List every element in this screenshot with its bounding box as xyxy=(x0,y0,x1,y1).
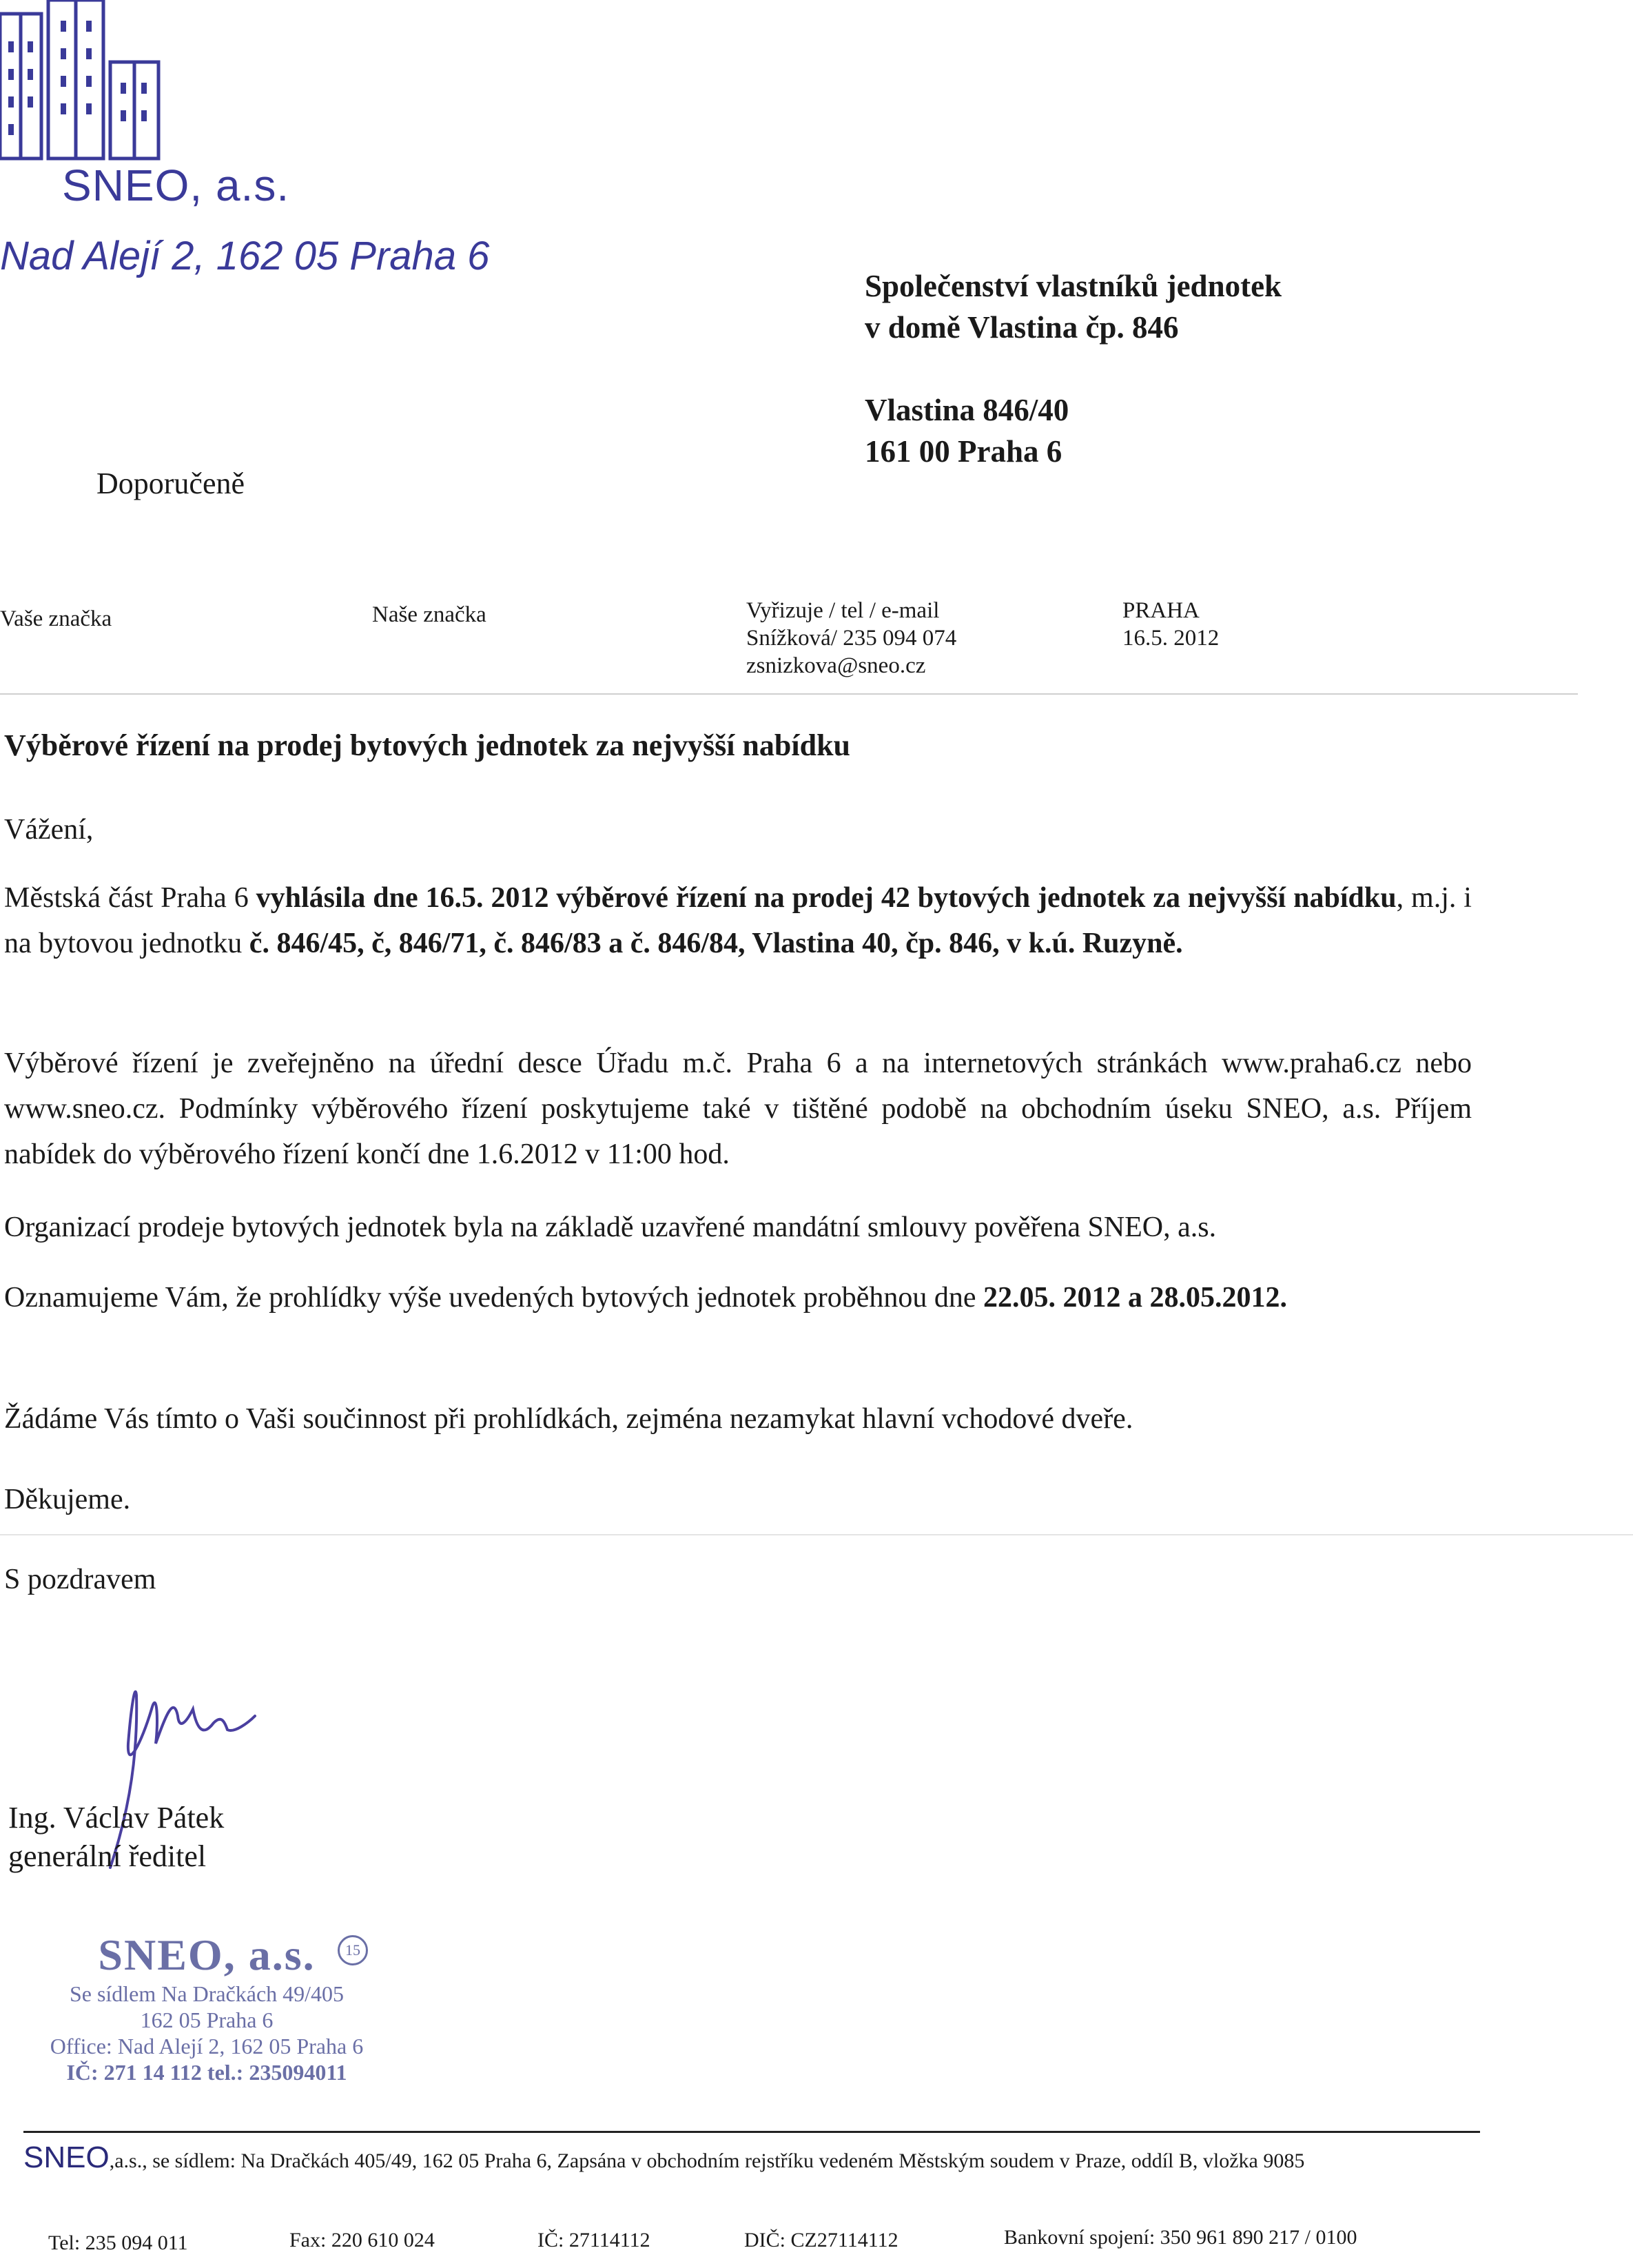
sneo-logo-icon xyxy=(0,0,207,165)
sender-address: Nad Alejí 2, 162 05 Praha 6 xyxy=(0,234,490,278)
thanks: Děkujeme. xyxy=(4,1484,131,1515)
contact-line: Snížková/ 235 094 074 xyxy=(746,626,957,651)
contact-email: zsnizkova@sneo.cz xyxy=(746,653,926,678)
place-date-block xyxy=(1122,597,1219,652)
footer-bank: Bankovní spojení: 350 961 890 217 / 0100 xyxy=(1004,2226,1357,2249)
letter-date: 16.5. 2012 xyxy=(1122,626,1220,651)
logo-company-name: SNEO, a.s. xyxy=(62,161,290,210)
p1-c: , m.j. i na bytovou jednotku xyxy=(4,882,1472,959)
paragraph-5 xyxy=(4,1396,1472,1442)
subject: Výběrové řízení na prodej bytových jednotek za nejvyšší nabídku xyxy=(4,728,851,762)
signatory-name: Ing. Václav Pátek xyxy=(8,1801,225,1835)
p4-a: Oznamujeme Vám, že prohlídky výše uvedených bytových jednotek proběhnou dne xyxy=(4,1282,984,1314)
our-ref-label: Naše značka xyxy=(372,602,486,627)
p5-text: Žádáme Vás tímto o Vaši součinnost při prohlídkách, zejména nezamykat hlavní vchodové dveře. xyxy=(4,1403,1133,1435)
contact-label: Vyřizuje / tel / e-mail xyxy=(746,598,940,623)
closing: S pozdravem xyxy=(4,1564,156,1595)
p1-a: Městská část Praha 6 xyxy=(4,882,256,914)
footer-logo: SNEO xyxy=(23,2141,110,2174)
p4-b: 22.05. 2012 a 28.05.2012. xyxy=(983,1282,1288,1314)
divider-2 xyxy=(0,1534,1633,1535)
paragraph-2 xyxy=(4,1041,1472,1177)
footer-tel: Tel: 235 094 011 xyxy=(48,2231,188,2254)
salutation: Vážení, xyxy=(4,814,94,846)
recipient-line1: Společenství vlastníků jednotek xyxy=(865,269,1282,303)
your-ref-label: Vaše značka xyxy=(0,606,112,631)
stamp-line4: IČ: 271 14 112 tel.: 235094011 xyxy=(66,2060,347,2085)
stamp-mark: 15 xyxy=(338,1935,368,1965)
footer-fax: Fax: 220 610 024 xyxy=(289,2229,435,2251)
place: PRAHA xyxy=(1122,598,1200,623)
footer-ic: IČ: 27114112 xyxy=(537,2229,650,2251)
stamp-line1: Se sídlem Na Dračkách 49/405 xyxy=(69,1981,345,2006)
p1-b: vyhlásila dne 16.5. 2012 výběrové řízení na prodej 42 bytových jednotek za nejvyšší nabídku xyxy=(256,882,1397,914)
p3-text: Organizací prodeje bytových jednotek byla na základě uzavřené mandátní smlouvy pověřena SNEO, a.s. xyxy=(4,1212,1217,1243)
footer-dic: DIČ: CZ27114112 xyxy=(744,2229,898,2251)
footer-company-line xyxy=(23,2141,1304,2175)
recipient-city: 161 00 Praha 6 xyxy=(865,434,1062,469)
paragraph-4 xyxy=(4,1275,1472,1320)
contact-block xyxy=(746,597,956,680)
divider xyxy=(0,693,1578,695)
recipient-street: Vlastina 846/40 xyxy=(865,393,1069,427)
signatory-block xyxy=(8,1799,224,1876)
stamp-line3: Office: Nad Alejí 2, 162 05 Praha 6 xyxy=(50,2034,364,2058)
signatory-title: generální ředitel xyxy=(8,1839,207,1873)
recipient-line2: v domě Vlastina čp. 846 xyxy=(865,310,1179,345)
stamp-line2: 162 05 Praha 6 xyxy=(140,2008,274,2032)
footer-company-text: ,a.s., se sídlem: Na Dračkách 405/49, 162 05 Praha 6, Zapsána v obchodním rejstříku vedeném Městským soudem v Praze, oddíl B, vložka 9085 xyxy=(109,2149,1305,2172)
company-stamp xyxy=(14,1930,400,2085)
recipient-block xyxy=(865,265,1282,472)
paragraph-3 xyxy=(4,1205,1472,1250)
p1-d: č. 846/45, č, 846/71, č. 846/83 a č. 846/84, Vlastina 40, čp. 846, v k.ú. Ruzyně. xyxy=(249,928,1183,959)
stamp-name: SNEO, a.s. xyxy=(98,1930,316,1979)
footer-divider xyxy=(23,2131,1480,2133)
paragraph-1 xyxy=(4,875,1472,966)
delivery-note: Doporučeně xyxy=(96,467,245,500)
p2-text: Výběrové řízení je zveřejněno na úřední desce Úřadu m.č. Praha 6 a na internetových stránkách www.praha6.cz nebo www.sneo.cz. Podmínky výběrového řízení poskytujeme také v tištěné podobě na obchodním úseku SNEO, a.s. Příjem nabídek do výběrového řízení končí dne 1.6.2012 v 11:00 hod. xyxy=(4,1048,1472,1170)
